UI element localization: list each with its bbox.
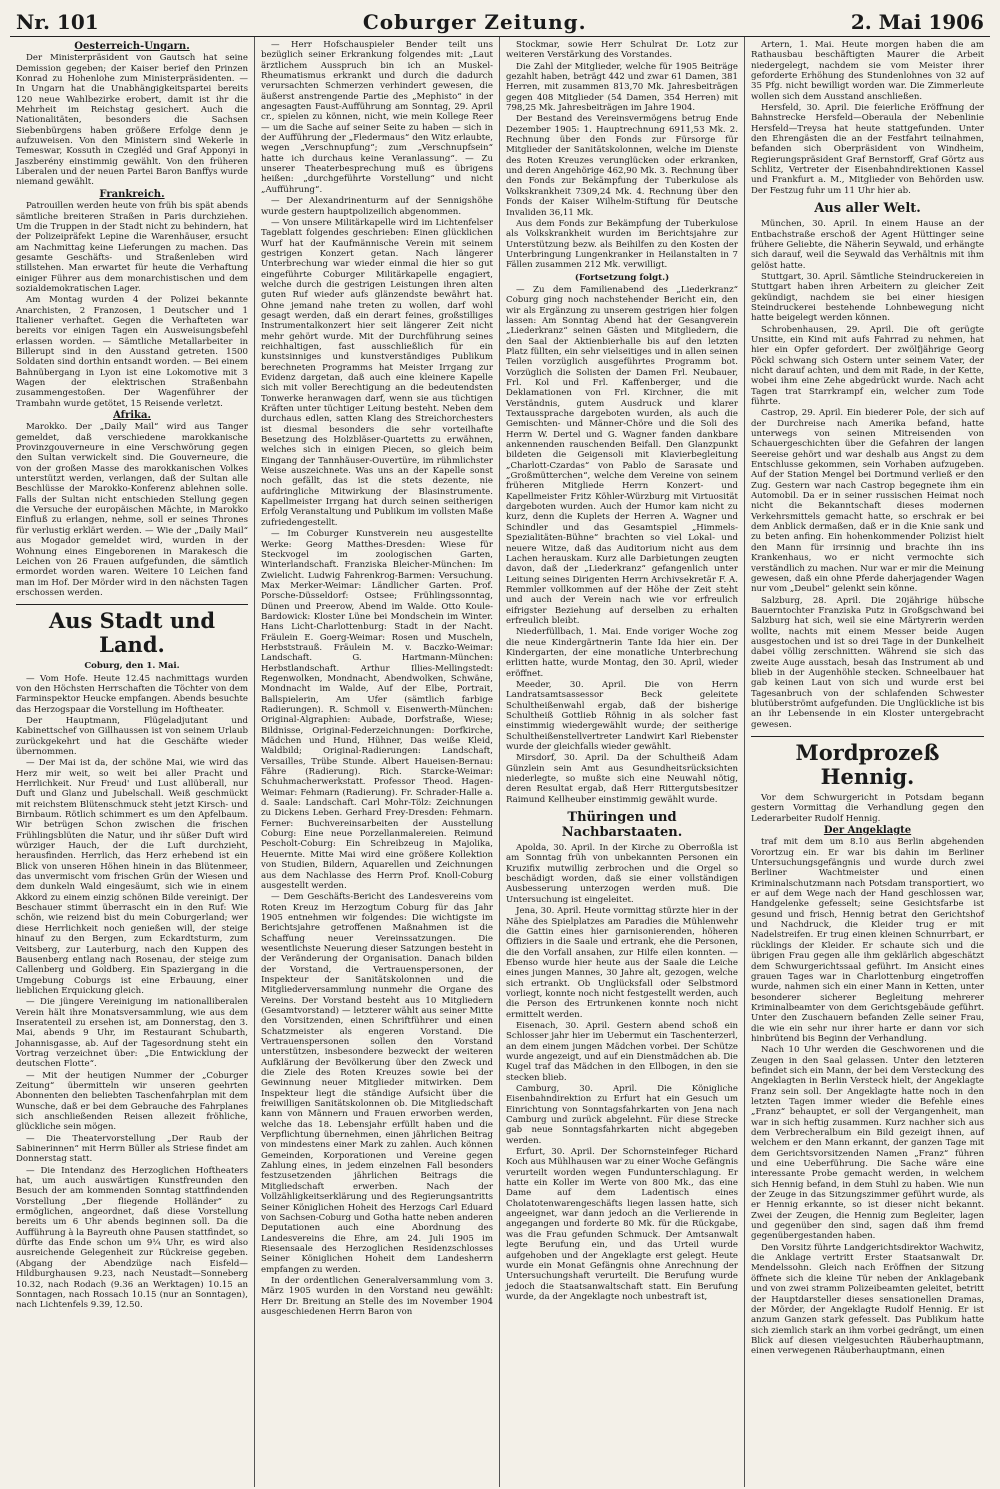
article-bender: — Herr Hofschauspieler Bender teilt uns bezüglich seiner Erkrankung folgendes mit: „Laut ärztlichem Ausspruch bin ich an Muskel-Rheumatismus erkrankt und durch die dadurch verursachten Schmerzen verhindert gewesen, die äußerst anstrengende Partie des „Mephisto“ in der angesagten Faust-Aufführung am Sonntag, 29. April cr., spielen zu können, nicht, wie mein Kollege Reer — um die Sache auf seiner Seite zu haben — sich in der Aufführung der „Fledermaus“ den Witz erlaubte, wegen „Verschnupfung“; zum „Verschnupfsein“ hatte ich durchaus keine Veranlassung“. — Zu unserer Theaterbesprechung muß es übrigens heißen: „durchgeführte Vorstellung“ und nicht „Aufführung“. — [261, 40, 493, 195]
article-mai: — Der Mai ist da, der schöne Mai, wie wird das Herz mir weit, so weit bei aller Pracht und Herrlichkeit. Nur Freud' und Lust allüberall, nur Duft und Glanz und Jubelschall. Weiß geschmückt mit reichstem Blütenschmuck steht jetzt Kirsch- und Birnbaum. Rötlich schimmert es um den Apfelbaum. Wir betrügen Schon zwischen die frischen Frühlingsblüten die Natur, und ihr süßer Duft wird würziger Hauch, der die Luft durchzieht, herausfinden. Herrlich, das Herz erhebend ist ein Blick von unseren Höhen hinein in das Blütenmeer, das unvermischt vom frischen Grün der Wiesen und dem dunkeln Wald eingesäumt, sich wie in einem Akkord zu einem einzig schönen Bilde vereinigt. Der Beschauer stimmt überrascht ein in den Ruf: Wie schön, wie reizend bist du mein Coburgerland; wer diese Herrlichkeit noch genießen will, der steige hinauf zu den Bergen, zum Eckardtsturm, zum Veitsberg, zur Lauterburg, nach den Kuppen des Bausenberg entlang nach Rosenau, der steige zum Callenberg und Goldberg. Ein Spaziergang in die Umgebung Coburgs ist eine Erbauung, einer lieblichen Erquickung gleich. — [16, 758, 248, 996]
article-mordprozess-1: Vor dem Schwurgericht in Potsdam begann gestern Vormittag die Verhandlung gegen den Lederarbeiter Rudolf Hennig. — [751, 793, 984, 824]
article-erfurt: Erfurt, 30. April. Der Schornsteinfeger Richard Koch aus Mühlhausen war zu einer Woche Gefängnis verurteilt worden wegen Fundunterschlagung. Er hatte ein Koller im Werte von 800 Mk., das eine Dame auf dem Ladentisch eines Cholatotenwarengeschäfts liegen lassen hatte, sich angeeignet, war dann jedoch an die Verlierende in angegangen und forderte 80 Mk. für die Rückgabe, was die Frau gefunden Schmuck. Der Amtsanwalt legte Berufung ein, und das Urteil wurde aufgehoben und der Angeklagte erst gelegt. Heute wurde ein Monat Gefängnis ohne Anrechnung der Untersuchungshaft verurteilt. Die Berufung wurde jedoch die Staatsanwaltschaft statt. Ein Berufung wurde, da der Angeklagte noch unbestraft ist, — [506, 1147, 738, 1302]
article-hersfeld: Hersfeld, 30. April. Die feierliche Eröffnung der Bahnstrecke Hersfeld—Oberaula der Nebenlinie Hersfeld—Treysa hat heute stattgefunden. Unter den Ehrengästen die an der Festfahrt teilnahmen, befanden sich Oberpräsident von Windheim, Regierungspräsident Graf Bernstorff, Graf Görtz aus Schlitz, Vertreter der Eisenbahndirektionen Kassel und Frankfurt a. M., Mitglieder von Behörden usw. Der Festzug fuhr um 11 Uhr hier ab. — [751, 103, 984, 196]
article-artern: Artern, 1. Mai. Heute morgen haben die am Rathausbau beschäftigten Maurer die Arbeit niedergelegt, nachdem sie vom Meister ihrer geforderte Erhöhung des Stundenlohnes von 32 auf 35 Pfg. nicht bewilligt worden war. Die Zimmerleute wollen sich dem Ausstand anschließen. — [751, 40, 984, 102]
article-hofe-2: Der Hauptmann, Flügeladjutant und Kabinettschef von Gillhaussen ist von seinem Urlaub zurückgekehrt und hat die Geschäfte wieder übernommen. — [16, 715, 248, 757]
article-austria: Der Ministerpräsident von Gautsch hat seine Demission gegeben; der Kaiser berief den Prinzen Konrad zu Hohenlohe zum Ministerpräsidenten. — In Ungarn hat die Unabhängigkeitspartei bereits 120 neue Wahlbezirke erobert, damit ist ihr die Mehrheit im Reichstag gesichert. Auch die Nationalitäten, besonders die Sachsen Siebenbürgens haben größere Erfolge denn je aufzuweisen. Von den Ministern sind Wekerle in Temeswar, Kossuth in Czegléd und Graf Apponyi in Jaszberény einstimmig gewählt. Von den früheren Liberalen und der neuen Partei Baron Banffys wurde niemand gewählt. — [16, 53, 248, 188]
article-salzburg: Salzburg, 28. April. Die 20jährige hübsche Bauerntochter Franziska Putz in Großgschwand bei Salzburg hat sich, weil sie eine Märtyrerin werden wollte, nachts mit einem Messer beide Augen ausgestochen und ist so drei Tage in der Dunkelheit dabei völlig zerschnitten. Während sie sich das zweite Auge ausstach, besah das Instrument ab und blieb in der Augenhöhle stecken. Schneelbauer hat gab keinen Laut von sich und wurde erst bei Tagesanbruch von der schlafenden Schwester blutüberströmt aufgefunden. Die Unglückliche ist bis an ihr Lebensende in ein Kloster untergebracht gewesen. — [751, 595, 984, 730]
article-theater: — Die Theatervorstellung „Der Raub der Sabinerinnen“ mit Herrn Büller als Striese findet am Donnerstag statt. — [16, 1133, 248, 1165]
heading-africa: Afrika. — [113, 410, 151, 422]
article-france-1: Patrouillen werden heute von früh bis spät abends sämtliche breiteren Straßen in Paris durchziehen. Um die Truppen in der Stadt nicht zu behindern, hat der Polizeipräfekt Lepine die Warenhäuser, ersucht am Nachmittag keine Lieferungen zu machen. Das gesamte Geschäfts- und Straßenleben wird stillstehen. Man erwartet für heute die Verhaftung einiger Führer aus dem monarchistischen und dem sozialdemokratischen Lager. — [16, 201, 248, 294]
article-hofe: — Vom Hofe. Heute 12.45 nachmittags wurden von den Höchsten Herrschaften die Töchter von dem Farminspektor Heucke empfangen. Abends besuchte das Herzogspaar die Vorstellung im Hoftheater. — [16, 673, 248, 715]
article-bericht: — Dem Geschäfts-Bericht des Landesvereins vom Roten Kreuz im Herzogtum Coburg für das Jahr 1905 entnehmen wir folgendes: Die wichtigste im Berichtsjahre getroffenen Maßnahmen ist die Schaffung neuer Vereinssatzungen. Die wesentlichste Neuerung dieser Satzungen besteht in der Veränderung der Organisation. Danach bilden der Vorstand, die Vertrauenspersonen, der Inspekteur der Sanitätskolonnen und die Mitgliederversammlung nunmehr die Organe des Vereins. Der Vorstand besteht aus 10 Mitgliedern (Gesamtvorstand) — letzterer wählt aus seiner Mitte den Vorsitzenden, einen Schriftführer und einen Schatzmeister als engeren Vorstand. Die Vertrauenspersonen sollen den Vorstand unterstützen, insbesondere bezweckt der weiteren Aufklärung der Bevölkerung über den Zweck und die Ziele des Roten Kreuzes sowie bei der Gewinnung neuer Mitglieder mitwirken. Dem Inspekteur liegt die ständige Aufsicht über die freiwilligen Sanitätskolonnen ob. Die Mitgliedschaft kann von Männern und Frauen erworben werden, welche das 18. Lebensjahr erfüllt haben und die Verpflichtung übernehmen, einen jährlichen Beitrag von mindestens einer Mark zu zahlen. Auch können Gemeinden, Korporationen und Vereine gegen Zahlung eines, in jedem einzelnen Fall besonders festzusetzenden jährlichen Beitrags die Mitgliedschaft erwerben. Nach der Vollzähligkeitserklärung und des Regierungsantritts Seiner Königlichen Hoheit des Herzogs Carl Eduard von Sachsen-Coburg und Gotha hatte neben anderen Deputationen auch eine Abordnung des Landesvereins die Ehre, am 24. Juli 1905 im Riesensaale des Herzoglichen Residenzschlosses Seiner Königlichen Hoheit dem Landesherrn empfangen zu werden. — [261, 892, 493, 1275]
heading-angeklagte: Der Angeklagte — [823, 825, 912, 837]
article-eisenach: Eisenach, 30. April. Gestern abend schoß ein Schlosser jahr hier im Uebermut ein Taschenterzerl, an dem einem jungen Mädchen vorbei. Der Schütze wurde angezeigt, und auf ein Dienstmädchen ab. Die Kugel traf das Mädchen in den Ellbogen, in den sie stecken blieb. — [506, 1020, 738, 1083]
article-muenchen: München, 30. April. In einem Hause an der Entbachstraße erschoß der Agent Hüttinger seine frühere Geliebte, die Näherin Seywald, und erhängte sich darauf, weil die Seywald das Verhältnis mit ihm gelöst hatte. — [751, 219, 984, 271]
article-africa: Marokko. Der „Daily Mail“ wird aus Tanger gemeldet, daß verschiedene marokkanische Provinzgouverneure in eine Verschwörung gegen den Sultan verwickelt sind. Die Gouverneure, die von der großen Masse des marokkanischen Volkes unterstützt werden, verlangen, daß der Sultan alle Beschlüsse der Marokko-Konferenz ablehnen solle. Falls der Sultan nicht entschieden Stellung gegen die Versuche der europäischen Mächte, in Marokko Einfluß zu erlangen, nehme, soll er seines Thrones für verlustig erklärt werden. — Wie der „Daily Mail“ aus Mogador gemeldet wird, wurden in der Wohnung eines Eingeborenen in Marakesch die Leichen von 26 Frauen aufgefunden, die sämtlich ermordet worden waren. Weitere 10 Leichen fand man im Hof. Der Mörder wird in den nächsten Tagen erschossen werden. — [16, 422, 248, 598]
article-mordprozess-2: traf mit dem um 8.10 aus Berlin abgehenden Vorortzug ein. Er war bis dahin im Berliner Untersuchungsgefängnis und wurde durch zwei Berliner Wachtmeister und einen Kriminalschutzmann nach Potsdam transportiert, wo er auf dem Wege nach der Hand geschlossen war, Handgelenke gefesselt; seine Gesichtsfarbe ist gesund und frisch, Hennig betrat den Gerichtshof und Nachdruck, die Kleider trug er mit Nadelstreifen. Er trug einen kleinen Schnurrbart, er rücklings der Kleider. Er schaute sich und die übrigen Frau gegen alle ihm geklärlich abgeschätzt dem Schwurgerichtssaal geführt. Im Ansicht eines grauen Tages war in Charlottenburg eingetroffen wurde, nahmen sich ein einer Mann in Ketten, unter besonderer sicherer Begleitung mehrerer Kriminalbeamter von dem Gerichtsgebäude geführt. Unter den Zuschauern befanden Zelle seiner Frau, die wie ein sehr nur ihrer harte er dann vor sich hinbrütend bis Beginn der Verhandlung. — [751, 837, 984, 1044]
article-familienabend: — Zu dem Familienabend des „Liederkranz“ Coburg ging noch nachstehender Bericht ein, den wir als Ergänzung zu unserem gestrigen hier folgen lassen: Am Sonntag Abend hat der Gesangverein „Liederkranz“ seinen Gästen und Mitgliedern, die den Saal der Aktienbierhalle bis auf den letzten Platz füllten, ein sehr vielseitiges und in allen seinen Teilen vorzüglich ausgeführtes Programm bot. Vorzüglich die Solisten der Damen Frl. Neubauer, Frl. Kol und Frl. Kaffenberger, und die Deklamationen von Frl. Kirchner, die mit Verständnis, gutem Ausdruck und klarer Textaussprache dargeboten wurden, als auch die Gemischten- und Männer-Chöre und die Soli des Herrn W. Dertel und G. Wagner fanden dankbare ankennenden rauschenden Beifall. Den Glanzpunkt bildeten die Geigensoli mit Klavierbegleitung „Charlott-Czardas“ von Pablo de Sarasate und „Großmütterchen“, welche dem Vereine von seinem früheren Mitgliede Herrn Konzert- und Kapellmeister Fritz Köhler-Würzburg mit Virtuosität dargeboten wurden. Auch der Humor kam nicht zu kurz, denn die Kuplets der Herren A. Wagner und Schindler und das Gesamtspiel „Himmels-Spezialitäten-Bühne“ brachten so viel Lokal- und neuere Witze, daß das Auditorium nicht aus dem Lachen herauskam. Kurz alle Darbietungen zeugten davon, daß der „Liederkranz“ gefangenlich unter Leitung seines Dirigenten Herrn Archivsekretär F. A. Remmler vollkommen auf der Höhe der Zeit steht und auch der Verein nach wie vor erfreulich eifrigster Beziehung auf derselben zu erhalten erfreulich bleibt. — [506, 284, 738, 626]
heading-mordprozess: Mordprozeß Hennig. — [751, 736, 984, 789]
article-camburg: Camburg, 30. April. Die Königliche Eisenbahndirektion zu Erfurt hat ein Gesuch um Einrichtung von Sonntagsfahrkarten von Jena nach Camburg und zurück abgelehnt. Für diese Strecke gab neue Sonntagsfahrkarten nicht abgegeben werden. — [506, 1084, 738, 1146]
article-apolda: Apolda, 30. April. In der Kirche zu Oberroßla ist am Sonntag früh von unbekannten Personen ein Kruzifix mutwillig zerbrochen und die Orgel so beschädigt worden, daß sie einer vollständigen Ausbesserung unterzogen werden muß. Die Untersuchung ist eingeleitet. — [506, 843, 738, 905]
continued-note: (Fortsetzung folgt.) — [574, 272, 670, 283]
article-verein: — Die jüngere Vereinigung im nationalliberalen Verein hält ihre Monatsversammlung, wie aus dem Inseratenteil zu ersehen ist, am Donnerstag, den 3. Mai, abends 9 Uhr, im Restaurant Schubarth, Johannisgasse, ab. Auf der Tagesordnung steht ein Vortrag verzeichnet über: „Die Entwicklung der deutschen Flotte“. — [16, 997, 248, 1070]
article-kunstverein: — Im Coburger Kunstverein neu ausgestellte Werke: Georg Matthes-Dresden: Wiese für Steckvogel im zoologischen Garten, Winterlandschaft. Franziska Bleicher-München: Im Zwielicht. Ludwig Fahrenkrog-Barmen: Versuchung. Max Merker-Weimar: Ländlicher Garten. Prof. Porsche-Düsseldorf: Ostsee; Frühlingssonntag, Dünen und Preerow, Abend im Walde. Otto Koule-Bardowick: Kloster Lüne bei Mondschein im Winter. Hans Licht-Charlottenburg: Stadt in der Nacht. Fräulein E. Goerg-Weimar: Rosen und Muscheln, Herbststrauß. Fräulein M. v. Baczko-Weimar: Landschaft. G. Hartmann-München: Herbstlandschaft. Arthur Illies-Mellingstedt: Regenwolken, Mondnacht, Abendwolken, Schwäne, Mondnacht im Walde, Auf der Elbe, Portrait, Ballspielerin, Am Ufer (sämtlich farbige Radierungen). R. Schmoll v. Eisenwerth-München: Original-Algraphien: Aubade, Dorfstraße, Wiese; Bildnisse, Original-Federzeichnungen: Dorfkirche, Mädchen und Hund, Hühner, Das weiße Kleid, Waldbild; Original-Radierungen: Landschaft, Versailles, Trübe Stunde. Albert Haueisen-Bernau: Fähre (Radierung). Rich. Starcke-Weimar: Schuhmacherwerkstatt. Professor Theod. Hagen-Weimar: Fehmarn (Radierung). Fr. Schrader-Halle a. d. Saale: Landschaft. Carl Mohr-Tölz: Zeichnungen zu Dickens Leben. Gerhard Frey-Dresden: Fehmarn. Ferner: Buchvereinsarbeiten der Ausstellung Coburg: Eine neue Porzellanmalereien. Reimund Pescholt-Coburg: Ein Schreibzeug in Majolika, Heuernte. Mitte Mai wird eine größere Kollektion von Studien, Bildern, Aquarellen und Zeichnungen aus dem Nachlasse des Herrn Prof. Knoll-Coburg ausgestellt werden. — [261, 529, 493, 891]
newspaper-title: Coburger Zeitung. — [362, 10, 587, 34]
column-3 — [500, 37, 745, 1487]
issue-number: Nr. 101 — [16, 10, 99, 34]
column-2 — [255, 37, 500, 1487]
article-jena: Jena, 30. April. Heute vormittag stürzte hier in der Nähe des Spielplatzes am Paradies die Mühlenwehr die Gattin eines hier garnisonierenden, höheren Offiziers in die Saale und ertrank, ehe die Personen, die den Vorfall ansahen, zur Hilfe eilen konnten. — Ebenso wurde hier heute aus der Saale die Leiche eines jungen Mannes, 30 Jahre alt, gezogen, welche sich ertrankt. Ob Unglücksfall oder Selbstmord vorliegt, konnte noch nicht festgestellt werden, auch die Person des Ertrunkenen konnte noch nicht ermittelt werden. — [506, 906, 738, 1020]
masthead — [10, 0, 990, 37]
article-mordprozess-4: Den Vorsitz führte Landgerichtsdirektor Wachwitz, die Anklage vertritt Erster Staatsanwalt Dr. Mendelssohn. Gleich nach Eröffnen der Sitzung öffnete sich die kleine Tür neben der Anklagebank und von zwei stramm Polizeibeamten geleitet, betritt der Hauptdarsteller dieses sensationellen Dramas, der Mörder, der Angeklagte Rudolf Hennig. Er ist anzum Ganzen stark gefesselt. Das Publikum hatte sich ziemlich stark an ihm vorbei gedrängt, um einen Blick auf diesen vielgesuchten Räuberhauptmann, einen verwegenen Räuberhauptmann, einen — [751, 1242, 984, 1357]
article-bericht-cont-b: Die Zahl der Mitglieder, welche für 1905 Beiträge gezahlt haben, beträgt 442 und zwar 61 Damen, 381 Herren, mit zusammen 813,70 Mk. Jahresbeiträgen gegen 408 Mitglieder (54 Damen, 354 Herren) mit 798,25 Mk. Jahresbeiträgen im Jahre 1904. — [506, 61, 738, 114]
dateline: Coburg, den 1. Mai. — [84, 661, 180, 672]
column-4 — [745, 37, 990, 1487]
heading-aus-aller-welt: Aus aller Welt. — [814, 201, 921, 217]
article-mordprozess-3: Nach 10 Uhr werden die Geschworenen und die Zeugen in den Saal gelassen. Unter den letzteren befindet sich ein Mann, der bei dem Versteckung des Angeklagten in Berlin Versteck hielt, der Angeklagte Franz sein soll. Der Angeklagte hatte noch in den letzten Tagen immer wieder die Befehle eines „Franz“ behauptet, er soll der Vergangenheit, man war in sich heftig zusammen. Kurz nachher sich aus dem Verbrecheralbum ein Bild gezeigt ihnen, auf welchem er den Mann erkannt, der ganzen Tage mit dem Gerichtsvorsitzenden Namen „Franz“ führen und eine Ueberführung. Die Sache wäre eine interessante Probe gemacht werden, in welchem sich Hennig befand, in dem Stuhl zu haben. Wie nun der Zeuge in das Sitzungszimmer geführt wurde, als er Hennig erkannte, so ist dieser nicht bekannt. Zwei der Zeugen, die Hennig zum Begleiter, lagen und gegenüber den sind, sagen daß ihm fremd gegenübergestanden haben. — [751, 1045, 984, 1242]
article-bericht-cont-d: Aus dem Fonds zur Bekämpfung der Tuberkulose als Volkskrankheit wurden im Berichtsjahre zur Unterstützung bezw. als Beihilfen zu den Kosten der Unterbringung Lungenkranker in Heilanstalten in 7 Fällen zusammen 212 Mk. verwilligt. — [506, 218, 738, 271]
article-turm: — Der Alexandrinenturm auf der Sennigshöhe wurde gestern hauptpolizeilich abgenommen. — [261, 196, 493, 217]
article-niederfuellbach: Niederfüllbach, 1. Mai. Ende voriger Woche zog die neue Kindergärtnerin Tante Ida hier ein. Der Kindergarten, der eine monatliche Unterbrechung erlitten hatte, wurde Montag, den 30. April, wieder eröffnet. — [506, 627, 738, 679]
issue-date: 2. Mai 1906 — [850, 10, 984, 34]
article-castrop: Castrop, 29. April. Ein biederer Pole, der sich auf der Durchreise nach Amerika befand, hatte unterwegs von seinen Mitreisenden von Schauergeschichten über die Gefahren der langen Seereise gehört und war deshalb aus Angst zu dem Entschlusse gekommen, sein Vorhaben aufzugeben. Auf der Station Mengel bei Dortmund verließ er den Zug. Gestern war nach Castrop begegnete ihm ein Automobil. Da er in seiner russischen Heimat noch nicht die Bekanntschaft dieses modernen Verkehrsmittels gemacht hatte, so erschrak er bei dem Anblick dermaßen, daß er in die Knie sank und zu beten anfing. Ein hohenkommender Polizist hielt den Mann für irrsinnig und brachte ihn ins Krankenhaus, wo er nicht vermochte sich verständlich zu machen. Nur war er mir die Meinung gewesen, daß ein ohne Pferde daherjagender Wagen nur vom „Deubel“ gelenkt sein könne. — [751, 408, 984, 595]
article-bericht-cont-a: Stockmar, sowie Herr Schulrat Dr. Lotz zur weiteren Verstärkung des Vorstandes. — [506, 40, 738, 61]
article-bericht-cont-c: Der Bestand des Vereinsvermögens betrug Ende Dezember 1905: 1. Hauptrechnung 6911,53 Mk. 2. Rechnung über den Fonds zur Fürsorge für Mitglieder der Sanitätskolonnen, welche im Dienste des Roten Kreuzes verunglücken oder erkranken, und deren Angehörige 462,90 Mk. 3. Rechnung über den Fonds zur Bekämpfung der Tuberkulose als Volkskrankheit 7309,24 Mk. 4. Rechnung über den Fonds der Kaiser Wilhelm-Stiftung für Deutsche Invaliden 36,11 Mk. — [506, 114, 738, 218]
article-kapelle: — Von unsere Militärkapelle wird im Lichtenfelser Tageblatt folgendes geschrieben: Einen glücklichen Wurf hat der Kaufmännische Verein mit seinem gestrigen Konzert getan. Nach längerer Unterbrechung war wieder einmal die hier so gut eingeführte Coburger Militärkapelle engagiert, welche durch die gestrigen Leistungen ihren alten guten Ruf wieder aufs glänzendste bewährt hat. Ohne jemand nahe treten zu wollen, darf wohl gesagt werden, daß ein derart feines, großstilliges Instrumentalkonzert hier seit längerer Zeit nicht mehr gehört wurde. Mit der Durchführung seines reichhaltigen, fast ausschließlich für ein kunstsinniges und kunstverständiges Publikum berechneten Programms hat Meister Irrgang zur Evidenz dargetan, daß auch eine kleinere Kapelle sich mit voller Berechtigung an die bedeutendsten Tonwerke heranwagen darf, wenn sie aus tüchtigen Kräften unter tüchtiger Leitung besteht. Neben dem durchaus edlen, satten Klang des Streichorchesters ist diesmal besonders die sehr vorteilhafte Besetzung des Holzbläser-Quartetts zu erwähnen, welches sich in einigen Piecen, so gleich beim Eingang der Tannhäuser-Ouvertüre, im rühmlichster Weise auszeichnete. Was uns an der Kapelle sonst noch gefällt, das ist die stets dezente, nie aufdringliche Mitwirkung der Blasinstrumente. Kapellmeister Irrgang hat durch seinen seitherigen Erfolg Veranstaltung und Publikum im vollsten Maße zufriedengestellt. — [261, 217, 493, 528]
article-bericht-2: In der ordentlichen Generalversammlung vom 3. März 1905 wurden in den Vorstand neu gewählt: Herr Dr. Breitung an Stelle des im November 1904 ausgeschiedenen Herrn Baron von — [261, 1275, 493, 1317]
article-stuttgart: Stuttgart, 30. April. Sämtliche Steindruckereien in Stuttgart haben ihren Arbeitern zu gleicher Zeit gekündigt, nachdem sie bei einer hiesigen Steindruckerei bestehende Lohnbewegung nicht hatte beigelegt werden können. — [751, 271, 984, 324]
heading-thueringen: Thüringen und Nachbarstaaten. — [561, 810, 683, 841]
article-intendanz: — Die Intendanz des Herzoglichen Hoftheaters hat, um auch auswärtigen Kunstfreunden den Besuch der am kommenden Sonntag stattfindenden Vorstellung „Der fliegende Holländer“ zu ermöglichen, angeordnet, daß diese Vorstellung bereits um 6 Uhr abends beginnen soll. Da die Aufführung à la Bayreuth ohne Pausen stattfindet, so dürfte das Ende schon um 9¼ Uhr, es wird also ausreichende Gelegenheit zur Rückreise gegeben. (Abgang der Abendzüge nach Eisfeld—Hildburghausen 9.23, nach Neustadt—Sonneberg 10.32, nach Rodach (9.36 an Werktagen) 10.15 an Sonntagen, nach Rossach 10.15 (nur an Sonntagen), nach Lichtenfels 9.39, 12.50. — [16, 1165, 248, 1311]
article-mirsdorf: Mirsdorf, 30. April. Da der Schultheiß Adam Günzlein sein Amt aus Gesundheitsrücksichten niederlegte, so mußte sich eine Neuwahl nötig, deren Resultat ergab, daß Herr Rittergutsbesitzer Raimund Kellheuber einstimmig gewählt wurde. — [506, 753, 738, 805]
heading-stadt-und-land: Aus Stadt und Land. — [16, 604, 248, 657]
column-1 — [10, 37, 255, 1487]
article-nummer: — Mit der heutigen Nummer der „Coburger Zeitung“ übermitteln wir unseren geehrten Abonnenten den beliebten Taschenfahrplan mit dem Wunsche, daß er bei dem Gebrauche des Fahrplanes sich anschließenden Reisen allezeit fröhliche, glückliche sein mögen. — [16, 1070, 248, 1133]
article-schrobenhausen: Schrobenhausen, 29. April. Die oft gerügte Unsitte, ein Kind mit aufs Fahrrad zu nehmen, hat hier ein Opfer gefordert. Der zwölfjährige Georg Pöckl schwang sich Ostern unter seinem Vater, der nicht darauf achten, und dem mit Rade, in der Kette, wobei ihm eine Zehe abgedrückt wurde. Nach acht Tagen trat Starrkrampf ein, welcher zum Tode führte. — [751, 324, 984, 407]
heading-austria: Oesterreich-Ungarn. — [74, 41, 190, 52]
heading-france: Frankreich. — [99, 188, 165, 200]
article-meeder: Meeder, 30. April. Die von Herrn Landratsamtsassessor Beck geleitete Schultheißenwahl ergab, daß der bisherige Schultheiß Gottlieb Röhnig in als solcher fast einstimmig wiedergewählt wurde; der seitherige Schultheißenstellvertreter Landwirt Karl Riebenster wurde der gleichfalls wieder gewählt. — [506, 679, 738, 753]
article-france-2: Am Montag wurden 4 der Polizei bekannte Anarchisten, 2 Franzosen, 1 Deutscher und 1 Italiener verhaftet. Gegen die Verhafteten war bereits vor einigen Tagen ein Ausweisungsbefehl erlassen worden. — Sämtliche Metallarbeiter in Billerupt sind in den Ausstand getreten. 1500 Soldaten sind dorthin entsandt worden. — Bei einem Bahnübergang in Lyon ist eine Lokomotive mit 3 Wagen der elektrischen Straßenbahn zusammengestoßen. Der Wagenführer der Trambahn wurde getötet, 15 Reisende verletzt. — [16, 295, 248, 409]
